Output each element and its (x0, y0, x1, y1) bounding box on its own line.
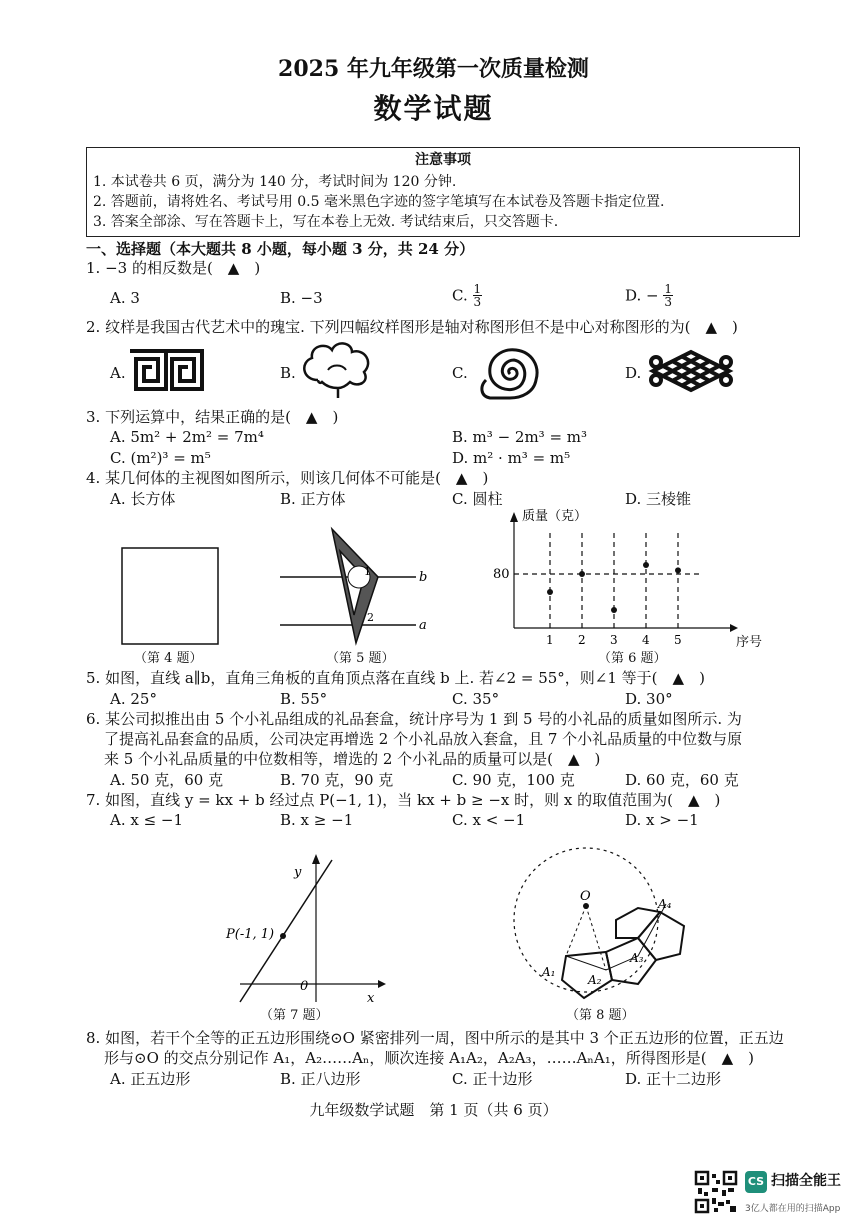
section-heading: 一、选择题（本大题共 8 小题，每小题 3 分，共 24 分） (86, 240, 475, 258)
q3-stem: 3. 下列运算中，结果正确的是( ▲ ) (86, 408, 339, 426)
q4-option-a: A. 长方体 (110, 490, 176, 508)
chart-tick-label-3: 3 (610, 633, 618, 647)
chart-tick-label-2: 2 (578, 633, 586, 647)
label-angle-2: 2 (367, 611, 374, 624)
chart-point-4 (643, 562, 649, 568)
q7-option-c: C. x < −1 (452, 811, 526, 829)
notice-item-3: 3. 答案全部涂、写在答题卡上，写在本卷上无效. 考试结束后，只交答题卡. (93, 214, 559, 230)
notice-item-2: 2. 答题前，请将姓名、考试号用 0.5 毫米黑色字迹的签字笔填写在本试卷及答题卡指定位置. (93, 194, 665, 210)
fret-pattern-icon (128, 349, 204, 393)
q5-option-c: C. 35° (452, 690, 500, 708)
y-axis-label: 质量（克） (522, 509, 588, 524)
exam-title: 2025 年九年级第一次质量检测 (278, 56, 589, 82)
graph-x-label: x (367, 991, 375, 1006)
q8-line-1: 8. 如图，若干个全等的正五边形围绕⊙O 紧密排列一周，图中所示的是其中 3 个正五边形的位置，正五边 (86, 1029, 784, 1047)
q6-option-d: D. 60 克，60 克 (625, 771, 739, 789)
q6-line-3: 来 5 个小礼品质量的中位数相等，增选的 2 个小礼品的质量可以是( ▲ ) (104, 750, 601, 768)
q8-option-a: A. 正五边形 (110, 1070, 191, 1088)
spiral-pattern-icon (476, 340, 544, 402)
notice-title: 注意事项 (415, 152, 471, 168)
figure-8-pentagons (508, 830, 718, 1010)
point-a2-label: A₂ (588, 973, 602, 987)
ref-label-80: 80 (493, 567, 510, 582)
q6-line-2: 了提高礼品套盒的品质，公司决定再增选 2 个小礼品放入套盒，且 7 个小礼品质量的中位数与原 (104, 730, 743, 748)
q8-line-2: 形与⊙O 的交点分别记作 A₁，A₂……Aₙ，顺次连接 A₁A₂，A₂A₃，……AₙA₁，所得图形是( ▲ ) (104, 1049, 754, 1067)
chart-tick-label-4: 4 (642, 633, 650, 647)
q4-option-b: B. 正方体 (280, 490, 346, 508)
figure-6-caption: （第 6 题） (598, 651, 667, 666)
q7-option-d: D. x > −1 (625, 811, 699, 829)
figure-4-caption: （第 4 题） (134, 651, 203, 666)
label-b: b (419, 570, 428, 585)
scanner-tagline: 3亿人都在用的扫描App (745, 1204, 841, 1214)
figure-7-graph (222, 852, 392, 1012)
q5-stem: 5. 如图，直线 a∥b，直角三角板的直角顶点落在直线 b 上. 若∠2 = 55°，则∠1 等于( ▲ ) (86, 669, 705, 687)
notice-box (86, 147, 800, 237)
point-a3-label: A₃ (630, 951, 644, 965)
figure-4-square (120, 546, 222, 646)
q4-option-c: C. 圆柱 (452, 490, 503, 508)
q1-option-d: D. − $\frac{1}{3}$ (625, 282, 673, 309)
figure-8-caption: （第 8 题） (566, 1008, 635, 1023)
q1-option-a: A. 3 (110, 289, 140, 307)
q3-option-b: B. m³ − 2m³ = m³ (452, 428, 588, 446)
figure-5-caption: （第 5 题） (326, 651, 395, 666)
q7-option-a: A. x ≤ −1 (110, 811, 184, 829)
notice-item-1: 1. 本试卷共 6 页，满分为 140 分，考试时间为 120 分钟. (93, 174, 457, 190)
figure-5-diagram (278, 525, 438, 647)
q2-option-b: B. (280, 364, 296, 382)
x-axis-label: 序号 (736, 635, 763, 650)
q8-option-d: D. 正十二边形 (625, 1070, 722, 1088)
q6-option-b: B. 70 克，90 克 (280, 771, 394, 789)
point-a1-label: A₁ (542, 965, 556, 979)
q7-stem: 7. 如图，直线 y = kx + b 经过点 P(−1, 1)，当 kx + b ≥ −x 时，则 x 的取值范围为( ▲ ) (86, 791, 721, 809)
label-angle-1: 1 (364, 565, 371, 578)
q6-option-a: A. 50 克，60 克 (110, 771, 224, 789)
page-footer: 九年级数学试题 第 1 页（共 6 页） (309, 1101, 558, 1119)
subject-title: 数学试题 (373, 92, 494, 125)
knot-pattern-icon (646, 348, 736, 394)
q4-option-d: D. 三棱锥 (625, 490, 692, 508)
chart-point-5 (675, 567, 681, 573)
qr-code-icon (694, 1170, 738, 1214)
q3-option-c: C. (m²)³ = m⁵ (110, 449, 211, 467)
chart-tick-label-5: 5 (674, 633, 682, 647)
label-a: a (419, 618, 427, 633)
cloud-pattern-icon (298, 340, 378, 402)
chart-point-3 (611, 607, 617, 613)
q6-line-1: 6. 某公司拟推出由 5 个小礼品组成的礼品套盒，统计序号为 1 到 5 号的小礼品的质量如图所示. 为 (86, 710, 742, 728)
q8-option-b: B. 正八边形 (280, 1070, 361, 1088)
figure-7-caption: （第 7 题） (260, 1008, 329, 1023)
q1-option-c: C. $\frac{1}{3}$ (452, 282, 482, 309)
q2-option-a: A. (110, 364, 126, 382)
scanner-app-name: 扫描全能王 (771, 1173, 841, 1189)
q2-option-c: C. (452, 364, 468, 382)
q1-option-b: B. −3 (280, 289, 323, 307)
q2-option-d: D. (625, 364, 642, 382)
q2-stem: 2. 纹样是我国古代艺术中的瑰宝. 下列四幅纹样图形是轴对称图形但不是中心对称图形的为( ▲ ) (86, 318, 738, 336)
q3-option-a: A. 5m² + 2m² = 7m⁴ (110, 428, 264, 446)
graph-origin-label: 0 (300, 979, 309, 994)
chart-point-1 (547, 589, 553, 595)
q4-stem: 4. 某几何体的主视图如图所示，则该几何体不可能是( ▲ ) (86, 469, 489, 487)
chart-tick-label-1: 1 (546, 633, 554, 647)
chart-point-2 (579, 571, 585, 577)
q5-option-d: D. 30° (625, 690, 673, 708)
q5-option-b: B. 55° (280, 690, 328, 708)
q7-option-b: B. x ≥ −1 (280, 811, 354, 829)
q5-option-a: A. 25° (110, 690, 157, 708)
q3-option-d: D. m² · m³ = m⁵ (452, 449, 571, 467)
scanner-logo-icon: CS (745, 1171, 767, 1193)
point-p-label: P(-1, 1) (226, 927, 275, 942)
center-o-label: O (580, 889, 591, 904)
graph-y-label: y (294, 865, 302, 880)
q8-option-c: C. 正十边形 (452, 1070, 533, 1088)
q6-option-c: C. 90 克，100 克 (452, 771, 575, 789)
figure-6-chart (490, 506, 780, 666)
q1-stem: 1. −3 的相反数是( ▲ ) (86, 259, 261, 277)
point-a4-label: A₄ (658, 897, 672, 911)
